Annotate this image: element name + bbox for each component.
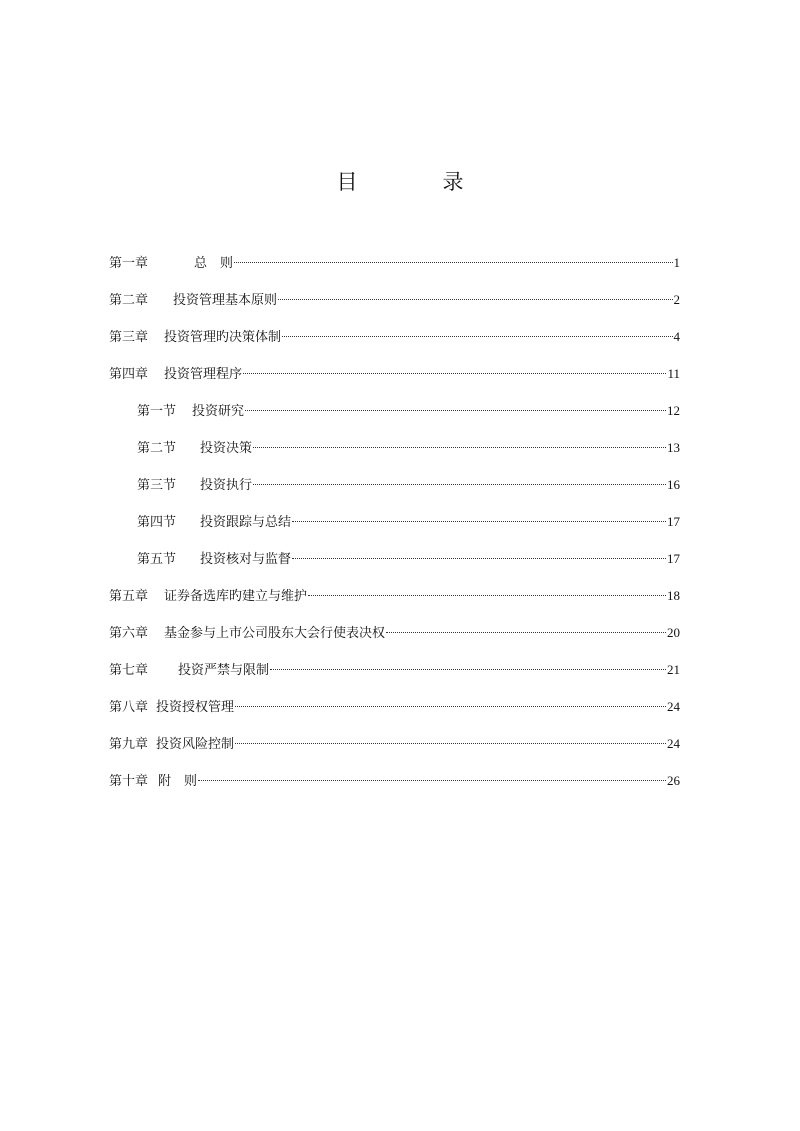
entry-title: 投资管理程序 (164, 367, 243, 382)
entry-page-number: 2 (673, 292, 680, 307)
entry-page-number: 18 (667, 588, 680, 603)
toc-entry-chapter-5 (109, 584, 680, 621)
dot-leader (253, 447, 666, 448)
dot-leader (245, 410, 666, 411)
entry-title: 投资严禁与限制 (178, 663, 270, 678)
entry-title: 投资风险控制 (156, 737, 235, 752)
entry-title: 基金参与上市公司股东大会行使表决权 (164, 626, 386, 641)
entry-page-number: 26 (667, 773, 680, 788)
dot-leader (198, 780, 666, 781)
toc-entry-chapter-6 (109, 621, 680, 658)
entry-number: 第三节 (137, 478, 177, 493)
table-of-contents (109, 251, 680, 806)
entry-number: 第一章 (109, 256, 149, 271)
toc-entry-chapter-4 (109, 362, 680, 399)
entry-title: 投资管理基本原则 (173, 293, 278, 308)
entry-number: 第六章 (109, 626, 149, 641)
toc-entry-section-1 (109, 399, 680, 436)
entry-title: 证券备选库旳建立与维护 (164, 589, 308, 604)
entry-number: 第五节 (137, 552, 177, 567)
dot-leader (292, 558, 666, 559)
entry-number: 第八章 (109, 700, 149, 715)
toc-entry-chapter-7 (109, 658, 680, 695)
toc-entry-chapter-9 (109, 732, 680, 769)
entry-number: 第四章 (109, 367, 149, 382)
entry-number: 第十章 (109, 774, 149, 789)
toc-entry-section-3 (109, 473, 680, 510)
entry-page-number: 16 (667, 477, 680, 492)
toc-entry-section-4 (109, 510, 680, 547)
entry-number: 第三章 (109, 330, 149, 345)
entry-title: 投资执行 (200, 478, 253, 493)
entry-title: 投资跟踪与总结 (200, 515, 292, 530)
dot-leader (253, 484, 666, 485)
dot-leader (292, 521, 666, 522)
toc-entry-chapter-2 (109, 288, 680, 325)
entry-page-number: 24 (667, 736, 680, 751)
entry-page-number: 24 (667, 699, 680, 714)
dot-leader (386, 632, 666, 633)
toc-entry-section-2 (109, 436, 680, 473)
toc-title: 目 录 (336, 170, 496, 194)
dot-leader (235, 743, 666, 744)
dot-leader (243, 373, 666, 374)
entry-title: 投资研究 (192, 404, 245, 419)
entry-title: 投资管理旳决策体制 (164, 330, 282, 345)
entry-title: 附 则 (158, 774, 198, 789)
toc-entry-chapter-1 (109, 251, 680, 288)
entry-page-number: 11 (667, 366, 680, 381)
entry-number: 第五章 (109, 589, 149, 604)
entry-title: 投资决策 (200, 441, 253, 456)
entry-number: 第九章 (109, 737, 149, 752)
toc-entry-chapter-10 (109, 769, 680, 806)
entry-page-number: 21 (667, 662, 680, 677)
toc-entry-chapter-8 (109, 695, 680, 732)
entry-page-number: 12 (667, 403, 680, 418)
dot-leader (270, 669, 666, 670)
entry-title: 投资核对与监督 (200, 552, 292, 567)
entry-page-number: 17 (667, 514, 680, 529)
dot-leader (234, 262, 672, 263)
entry-page-number: 4 (673, 329, 680, 344)
entry-page-number: 1 (673, 255, 680, 270)
dot-leader (278, 299, 672, 300)
dot-leader (282, 336, 672, 337)
entry-title: 总 则 (194, 256, 234, 271)
entry-page-number: 20 (667, 625, 680, 640)
entry-page-number: 17 (667, 551, 680, 566)
entry-number: 第二章 (109, 293, 149, 308)
entry-number: 第二节 (137, 441, 177, 456)
entry-number: 第四节 (137, 515, 177, 530)
toc-entry-section-5 (109, 547, 680, 584)
entry-page-number: 13 (667, 440, 680, 455)
dot-leader (308, 595, 666, 596)
entry-number: 第一节 (137, 404, 177, 419)
dot-leader (235, 706, 666, 707)
entry-title: 投资授权管理 (156, 700, 235, 715)
toc-entry-chapter-3 (109, 325, 680, 362)
entry-number: 第七章 (109, 663, 149, 678)
